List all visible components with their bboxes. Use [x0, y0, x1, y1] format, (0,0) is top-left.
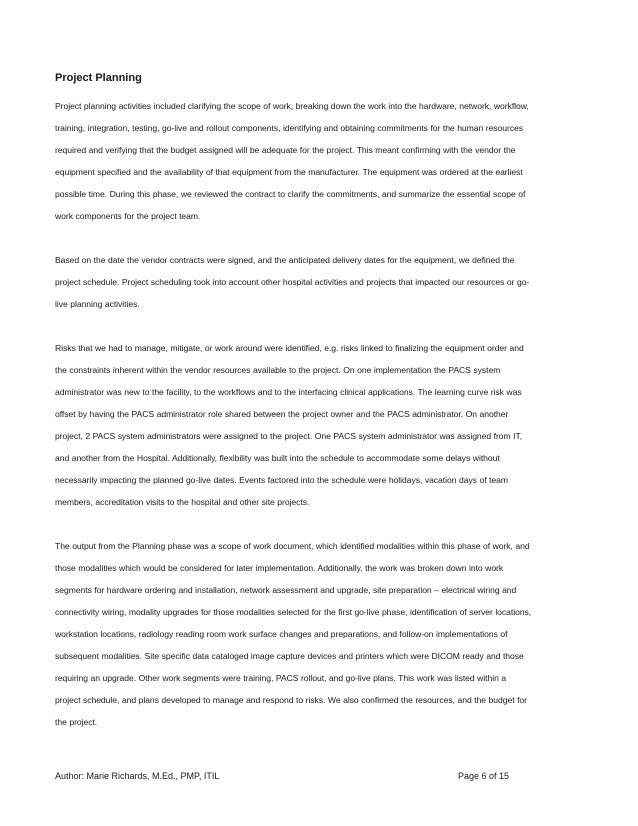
paragraph-line: offset by having the PACS administrator role shared between the project owner and the PACS administrator. On another	[55, 409, 509, 419]
paragraph-line: workstation locations, radiology reading room work surface changes and preparations, and follow-on implementations of	[55, 629, 508, 639]
paragraph-line: project schedule. Project scheduling took into account other hospital activities and projects that impacted our resources or go-	[55, 277, 530, 287]
paragraph-line: those modalities which would be considered for later implementation. Additionally, the work was broken down into work	[55, 563, 504, 573]
page-content	[55, 71, 587, 755]
paragraph-line: the project.	[55, 717, 98, 727]
paragraph-line: requiring an upgrade. Other work segments were training, PACS rollout, and go-live plans. This work was listed within a	[55, 673, 507, 683]
footer-page-number: Page 6 of 15	[457, 771, 509, 781]
paragraph-3	[55, 337, 587, 513]
paragraph-line: subsequent modalities. Site specific data cataloged image capture devices and printers which were DICOM ready and those	[55, 651, 524, 661]
paragraph-line: necessarily impacting the planned go-live dates. Events factored into the schedule were holidays, vacation days of team	[55, 475, 508, 485]
section-heading: Project Planning	[55, 72, 142, 84]
paragraph-line: project, 2 PACS system administrators were assigned to the project. One PACS system administrator was assigned from IT,	[55, 431, 523, 441]
paragraph-line: Based on the date the vendor contracts were signed, and the anticipated delivery dates for the equipment, we defined the	[55, 255, 515, 265]
paragraph-line: equipment specified and the availability of that equipment from the manufacturer. The equipment was ordered at the earliest	[55, 167, 523, 177]
paragraph-line: Project planning activities included clarifying the scope of work, breaking down the work into the hardware, network, workflow,	[55, 101, 529, 111]
paragraph-1	[55, 95, 587, 227]
paragraph-line: administrator was new to the facility, to the workflows and to the interfacing clinical applications. The learning curve risk was	[55, 387, 522, 397]
paragraph-line: Risks that we had to manage, mitigate, or work around were identified, e.g. risks linked to finalizing the equipment order and	[55, 343, 524, 353]
paragraph-line: required and verifying that the budget assigned will be adequate for the project. This meant confirming with the vendor the	[55, 145, 516, 155]
paragraph-line: possible time. During this phase, we reviewed the contract to clarify the commitments, and summarize the essential scope of	[55, 189, 526, 199]
paragraph-line: the constraints inherent within the vendor resources available to the project. On one implementation the PACS system	[55, 365, 501, 375]
paragraph-line: segments for hardware ordering and installation, network assessment and upgrade, site preparation – electrical wiring and	[55, 585, 517, 595]
paragraph-line: and another from the Hospital. Additionally, flexibility was built into the schedule to accommodate some delays without	[55, 453, 500, 463]
paragraph-4	[55, 535, 587, 733]
paragraph-line: training, integration, testing, go-live and rollout components, identifying and obtaining commitments for the human resources	[55, 123, 524, 133]
paragraph-2	[55, 249, 587, 315]
paragraph-line: live planning activities.	[55, 299, 140, 309]
paragraph-line: The output from the Planning phase was a scope of work document, which identified modalities within this phase of work, and	[55, 541, 530, 551]
paragraph-line: work components for the project team.	[55, 211, 201, 221]
paragraph-line: connectivity wiring, modality upgrades for those modalities selected for the first go-live phase, identification of server locations,	[55, 607, 532, 617]
paragraph-line: members, accreditation visits to the hospital and other site projects.	[55, 497, 310, 507]
paragraph-line: project schedule, and plans developed to manage and respond to risks. We also confirmed the resources, and the budget for	[55, 695, 527, 705]
footer-author: Author: Marie Richards, M.Ed., PMP, ITIL	[55, 771, 220, 781]
